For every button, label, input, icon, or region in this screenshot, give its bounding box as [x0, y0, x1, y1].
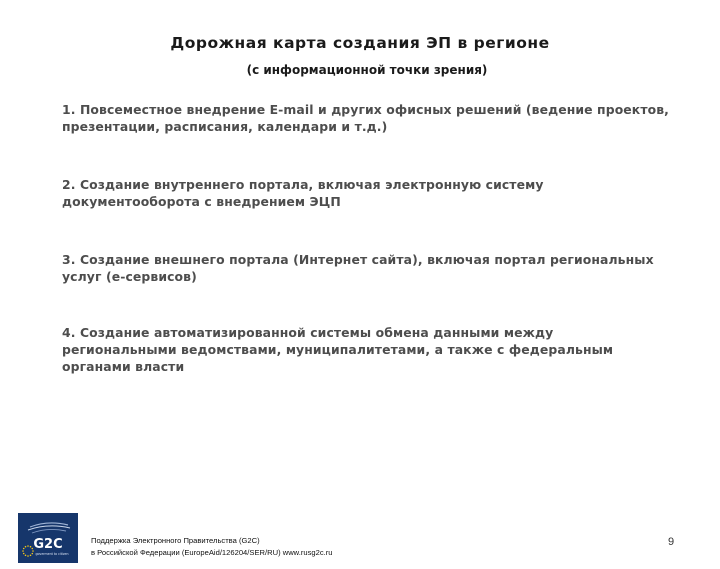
g2c-logo: [18, 513, 78, 563]
roadmap-item-4: 4. Создание автоматизированной системы обмена данными между региональными ведомствами, муниципалитетами, а также с федеральным органами власти: [62, 325, 614, 374]
slide-title: Дорожная карта создания ЭП в регионе: [170, 34, 550, 52]
g2c-logo-graphic: [18, 513, 78, 563]
roadmap-item-3: 3. Создание внешнего портала (Интернет сайта), включая портал региональных услуг (е-сервисов): [62, 252, 654, 284]
slide-subtitle: (с информационной точки зрения): [246, 63, 488, 77]
svg-text:G2C: G2C: [33, 537, 63, 552]
footer-line-2: в Российской Федерации (EuropeAid/126204/SER/RU) www.rusg2c.ru: [91, 548, 333, 557]
svg-text:goverment to citizen: goverment to citizen: [35, 552, 69, 556]
roadmap-item-2: 2. Создание внутреннего портала, включая электронную систему документооборота с внедрением ЭЦП: [62, 177, 544, 209]
page-number: 9: [668, 536, 675, 548]
footer-attribution: [91, 535, 333, 559]
footer-line-1: Поддержка Электронного Правительства (G2C): [91, 536, 260, 545]
roadmap-item-1: 1. Повсеместное внедрение E-mail и других офисных решений (ведение проектов, презентации, расписания, календари и т.д.): [62, 102, 669, 134]
